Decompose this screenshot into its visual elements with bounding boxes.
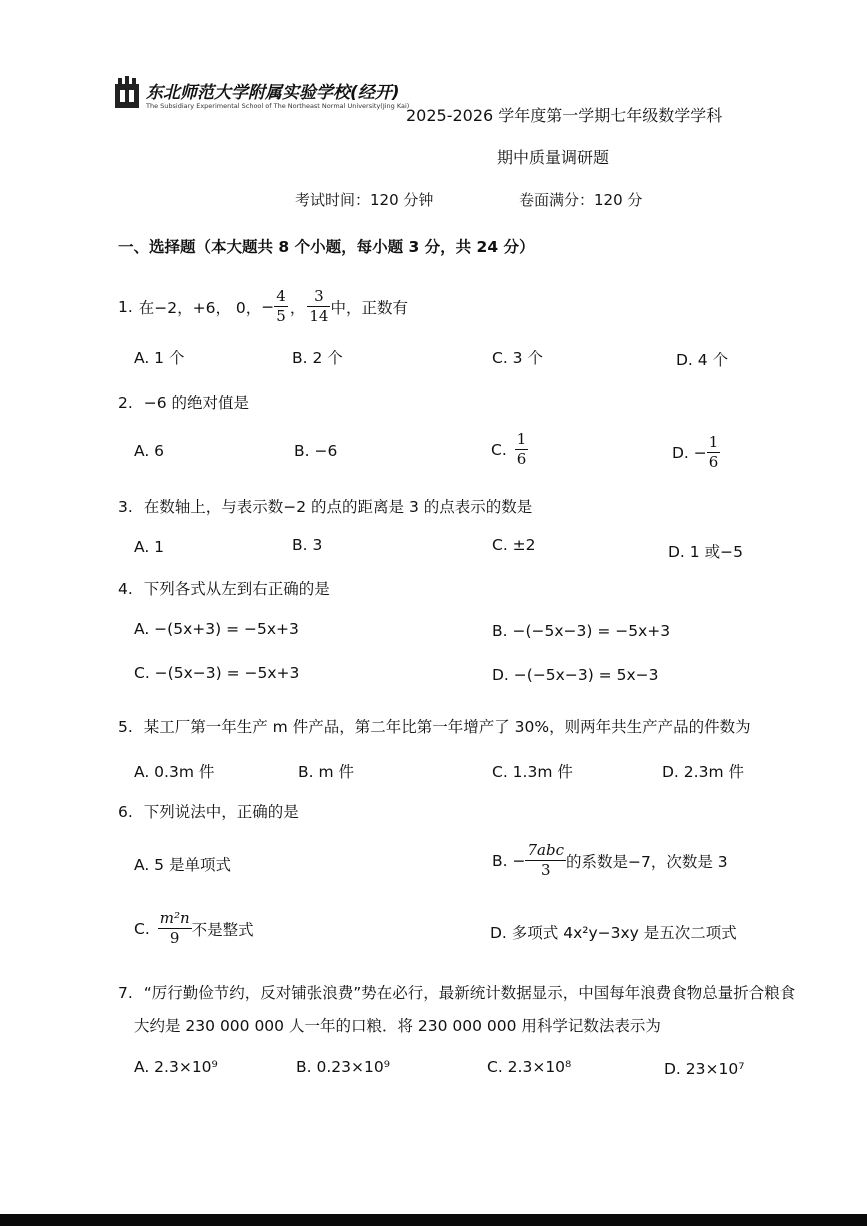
question-7-stem-line2: 大约是 230 000 000 人一年的口粮．将 230 000 000 用科学记数法表示为 — [134, 1017, 661, 1035]
fraction-7abc-3 — [525, 843, 566, 878]
question-1-option-d: D. 4 个 — [676, 351, 729, 369]
minus-sign: − — [261, 297, 275, 316]
fraction-numerator: 1 — [516, 430, 527, 448]
question-3-option-c: C. ±2 — [492, 536, 536, 554]
option-text: 不是整式 — [191, 920, 254, 939]
question-text: 下列各式从左到右正确的是 — [143, 580, 330, 598]
question-number: 5. — [118, 718, 133, 736]
question-2-option-d — [672, 435, 720, 470]
fraction-denominator: 9 — [169, 929, 180, 947]
school-logo-icon — [113, 76, 141, 110]
fraction-denominator: 14 — [309, 307, 329, 325]
school-name-en: The Subsidiary Experimental School of The Northeast Normal University(Jing Kai) — [146, 102, 410, 110]
fraction-neg-1-6 — [707, 435, 721, 470]
question-number: 4. — [118, 580, 133, 598]
question-1-option-c: C. 3 个 — [492, 349, 543, 367]
fraction-numerator: 7abc — [527, 841, 564, 859]
option-text: 的系数是−7，次数是 3 — [565, 852, 728, 871]
fraction-neg-4-5 — [274, 289, 288, 324]
fraction-3-14 — [307, 289, 330, 324]
comma: ， — [289, 298, 306, 317]
fraction-denominator: 5 — [276, 307, 286, 325]
exam-subtitle: 期中质量调研题 — [497, 148, 610, 167]
question-number: 6. — [118, 803, 133, 821]
exam-time: 考试时间：120 分钟 — [295, 191, 434, 209]
question-5-option-d: D. 2.3m 件 — [662, 763, 744, 781]
option-label: D. − — [672, 443, 707, 462]
question-4-option-a: A. −(5x+3) = −5x+3 — [134, 620, 299, 638]
question-number: 3. — [118, 498, 133, 516]
option-label: C. — [134, 919, 150, 938]
question-text: 在−2，+6， 0， — [138, 298, 262, 317]
question-2-option-b: B. −6 — [294, 442, 338, 460]
question-number: 7. — [118, 984, 133, 1002]
question-6-option-b — [492, 843, 728, 878]
question-text: 下列说法中，正确的是 — [143, 803, 299, 821]
question-3-stem — [118, 495, 532, 517]
school-name-cn: 东北师范大学附属实验学校(经开) — [146, 83, 400, 103]
question-2-option-a: A. 6 — [134, 442, 165, 460]
question-6-option-d: D. 多项式 4x²y−3xy 是五次二项式 — [490, 924, 737, 942]
question-text: 中，正数有 — [330, 298, 408, 317]
fraction-numerator: 1 — [708, 433, 719, 451]
question-1-option-a: A. 1 个 — [134, 349, 185, 367]
fraction-denominator: 6 — [708, 453, 719, 471]
question-2-stem — [118, 391, 249, 413]
fraction-numerator: 4 — [276, 287, 286, 305]
question-7-option-c: C. 2.3×10⁸ — [487, 1058, 572, 1076]
question-6-stem — [118, 800, 299, 822]
question-5-option-c: C. 1.3m 件 — [492, 763, 573, 781]
question-6-option-c — [134, 911, 254, 946]
exam-title: 2025-2026 学年度第一学期七年级数学学科 — [406, 106, 723, 125]
question-2-option-c — [491, 432, 528, 467]
fraction-numerator: m²n — [159, 909, 190, 927]
fraction-m2n-9 — [158, 911, 192, 946]
section-title: 一、选择题（本大题共 8 个小题，每小题 3 分，共 24 分） — [118, 238, 535, 256]
question-4-option-c: C. −(5x−3) = −5x+3 — [134, 664, 300, 682]
fraction-numerator: 3 — [307, 289, 330, 307]
question-text: “厉行勤俭节约，反对铺张浪费”势在必行，最新统计数据显示，中国每年浪费食物总量折合粮食 — [143, 984, 796, 1002]
scan-bottom-edge — [0, 1214, 867, 1226]
question-number: 2. — [118, 394, 133, 412]
question-text: 在数轴上，与表示数−2 的点的距离是 3 的点表示的数是 — [143, 498, 533, 516]
question-7-option-b: B. 0.23×10⁹ — [296, 1058, 390, 1076]
full-score: 卷面满分：120 分 — [519, 191, 643, 209]
question-text: 某工厂第一年生产 m 件产品，第二年比第一年增产了 30%，则两年共生产产品的件数为 — [143, 718, 751, 736]
question-number: 1. — [118, 297, 133, 316]
question-6-option-a: A. 5 是单项式 — [134, 856, 231, 874]
question-3-option-a: A. 1 — [134, 538, 165, 556]
question-7-option-a: A. 2.3×10⁹ — [134, 1058, 218, 1076]
question-3-option-b: B. 3 — [292, 536, 323, 554]
question-1-stem — [118, 289, 408, 324]
question-4-option-b: B. −(−5x−3) = −5x+3 — [492, 622, 671, 640]
question-text: −6 的绝对值是 — [143, 394, 250, 412]
fraction-denominator: 3 — [540, 861, 551, 879]
question-7-stem — [118, 981, 795, 1003]
question-3-option-d: D. 1 或−5 — [668, 543, 743, 561]
fraction-1-6 — [515, 432, 529, 467]
question-1-option-b: B. 2 个 — [292, 349, 343, 367]
question-4-stem — [118, 577, 330, 599]
option-label: B. − — [492, 851, 526, 870]
question-7-option-d: D. 23×10⁷ — [664, 1060, 745, 1078]
question-4-option-d: D. −(−5x−3) = 5x−3 — [492, 666, 659, 684]
question-5-option-a: A. 0.3m 件 — [134, 763, 215, 781]
question-5-stem — [118, 715, 751, 737]
question-5-option-b: B. m 件 — [298, 763, 355, 781]
fraction-denominator: 6 — [516, 450, 527, 468]
option-label: C. — [491, 440, 507, 459]
